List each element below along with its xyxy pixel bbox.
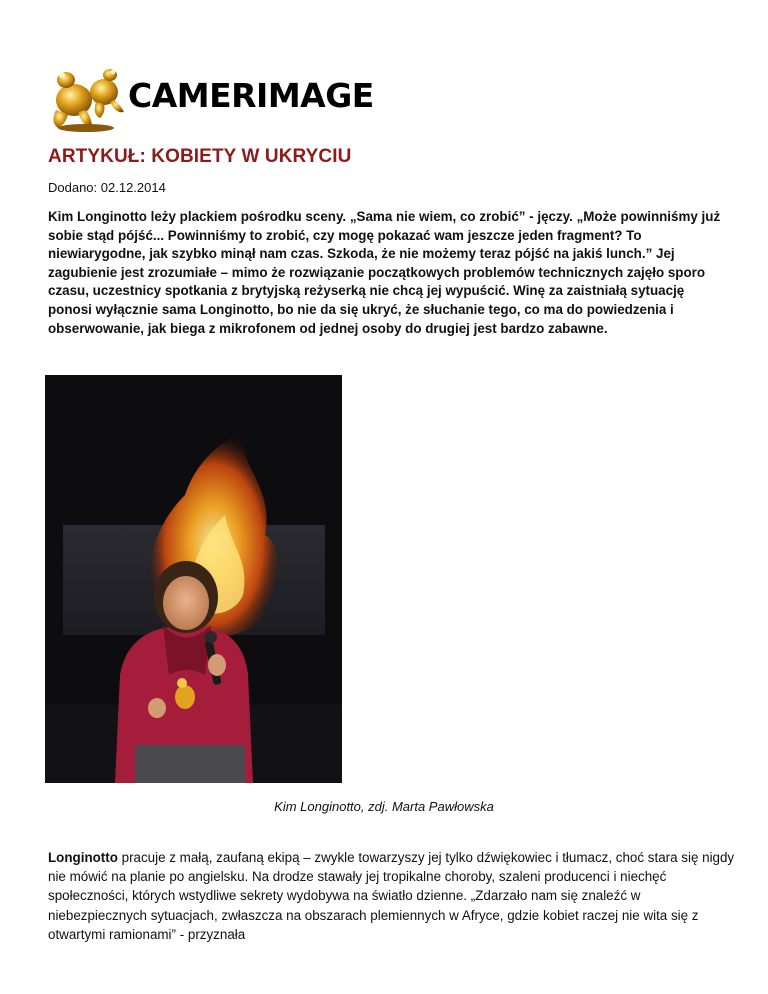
- camerimage-logo[interactable]: [48, 62, 378, 134]
- article-body-subject: Longinotto: [48, 850, 118, 865]
- logo-wordmark: CAMERIMAGE: [128, 75, 374, 115]
- article-title: ARTYKUŁ: KOBIETY W UKRYCIU: [48, 146, 352, 167]
- article-date: Dodano: 02.12.2014: [48, 180, 166, 195]
- article-body: [48, 848, 738, 944]
- article-lead: Kim Longinotto leży plackiem pośrodku sceny. „Sama nie wiem, co zrobić” - jęczy. „Może powinniśmy już sobie stąd pójść... Powinniśmy to zrobić, czy mogę pokazać wam jeszcze jeden fragment? To niewiarygodne, jak szybko minął nam czas. Szkoda, że nie możemy teraz pójść na jakiś lunch.” Jej zagubienie jest zrozumiałe – mimo że rozwiązanie początkowych problemów technicznych zajęło sporo czasu, uczestnicy spotkania z brytyjską reżyserką nie chcą jej wypuścić. Winę za zaistniałą sytuację ponosi wyłącznie sama Longinotto, bo nie da się ukryć, że słuchanie tego, co ma do powiedzenia i obserwowanie, jak biega z mikrofonem od jednej osoby do drugiej jest bardzo zabawne.: [48, 209, 721, 336]
- photo-caption: Kim Longinotto, zdj. Marta Pawłowska: [274, 799, 494, 814]
- article-body-text: pracuje z małą, zaufaną ekipą – zwykle towarzyszy jej tylko dźwiękowiec i tłumacz, choć stara się nigdy nie mówić na planie po angielsku. Na drodze stawały jej tropikalne choroby, szaleni producenci i niechęć społeczności, których wstydliwe sekrety wydobywa na światło dzienne. „Zdarzało nam się znaleźć w niebezpiecznych sytuacjach, zwłaszcza na obszarach plemiennych w Afryce, gdzie kobiet raczej nie wita się z otwartymi ramionami” - przyznała: [48, 850, 735, 942]
- golden-frog-icon: [48, 62, 126, 134]
- article-photo: [45, 375, 342, 783]
